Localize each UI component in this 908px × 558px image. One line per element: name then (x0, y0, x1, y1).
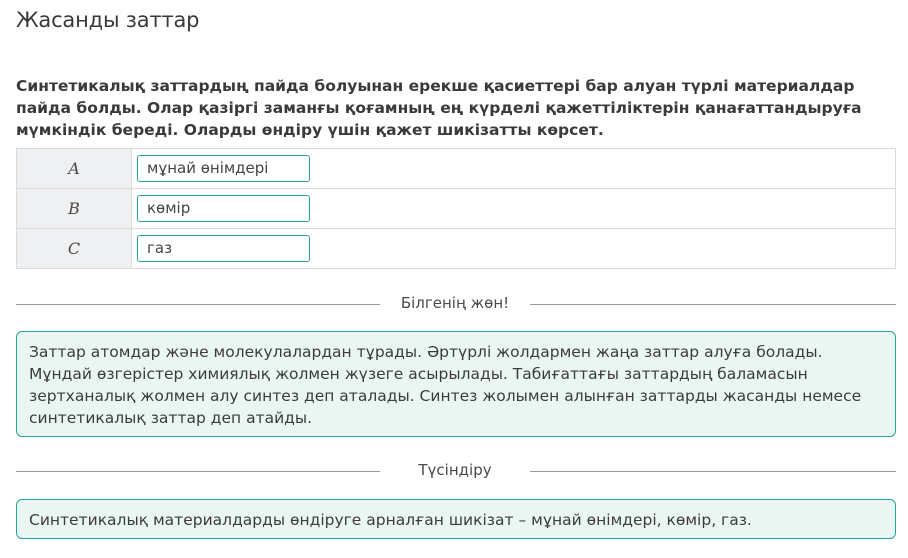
knowledge-box (16, 331, 896, 437)
answer-key: A (17, 149, 132, 189)
divider-line (16, 304, 380, 305)
question-text: Синтетикалық заттардың пайда болуынан ерекше қасиеттері бар алуан түрлі материалдар пайда болды. Олар қазіргі заманғы қоғамның ең күрделі қажеттіліктерін қанағаттандыруға мүмкіндік береді. Оларды өндіру үшін қажет шикізатты көрсет. (16, 77, 862, 139)
explanation-box (16, 499, 896, 539)
answer-field[interactable]: мұнай өнімдері (137, 155, 310, 182)
page-title: Жасанды заттар (16, 8, 200, 32)
answer-row (17, 229, 896, 269)
answer-field[interactable]: газ (137, 235, 310, 262)
divider-line (16, 471, 380, 472)
explanation-heading: Түсіндіру (418, 461, 492, 479)
divider-line (530, 471, 896, 472)
divider-line (530, 304, 896, 305)
answer-row (17, 149, 896, 189)
answer-table (16, 148, 896, 269)
knowledge-text: Заттар атомдар және молекулалардан тұрады. Әртүрлі жолдармен жаңа заттар алуға болады. Мұндай өзгерістер химиялық жолмен жүзеге асырылады. Табиғаттағы заттардың баламасын зертханалық жолмен алу синтез деп аталады. Синтез жолымен алынған заттарды жасанды немесе синтетикалық заттар деп атайды. (29, 343, 862, 427)
explanation-text: Синтетикалық материалдарды өндіруге арналған шикізат – мұнай өнімдері, көмір, газ. (29, 511, 752, 529)
knowledge-heading: Білгенің жөн! (400, 294, 510, 312)
answer-key: C (17, 229, 132, 269)
answer-row (17, 189, 896, 229)
answer-field[interactable]: көмір (137, 195, 310, 222)
answer-key: B (17, 189, 132, 229)
explanation-divider (16, 461, 896, 481)
knowledge-divider (16, 294, 896, 314)
